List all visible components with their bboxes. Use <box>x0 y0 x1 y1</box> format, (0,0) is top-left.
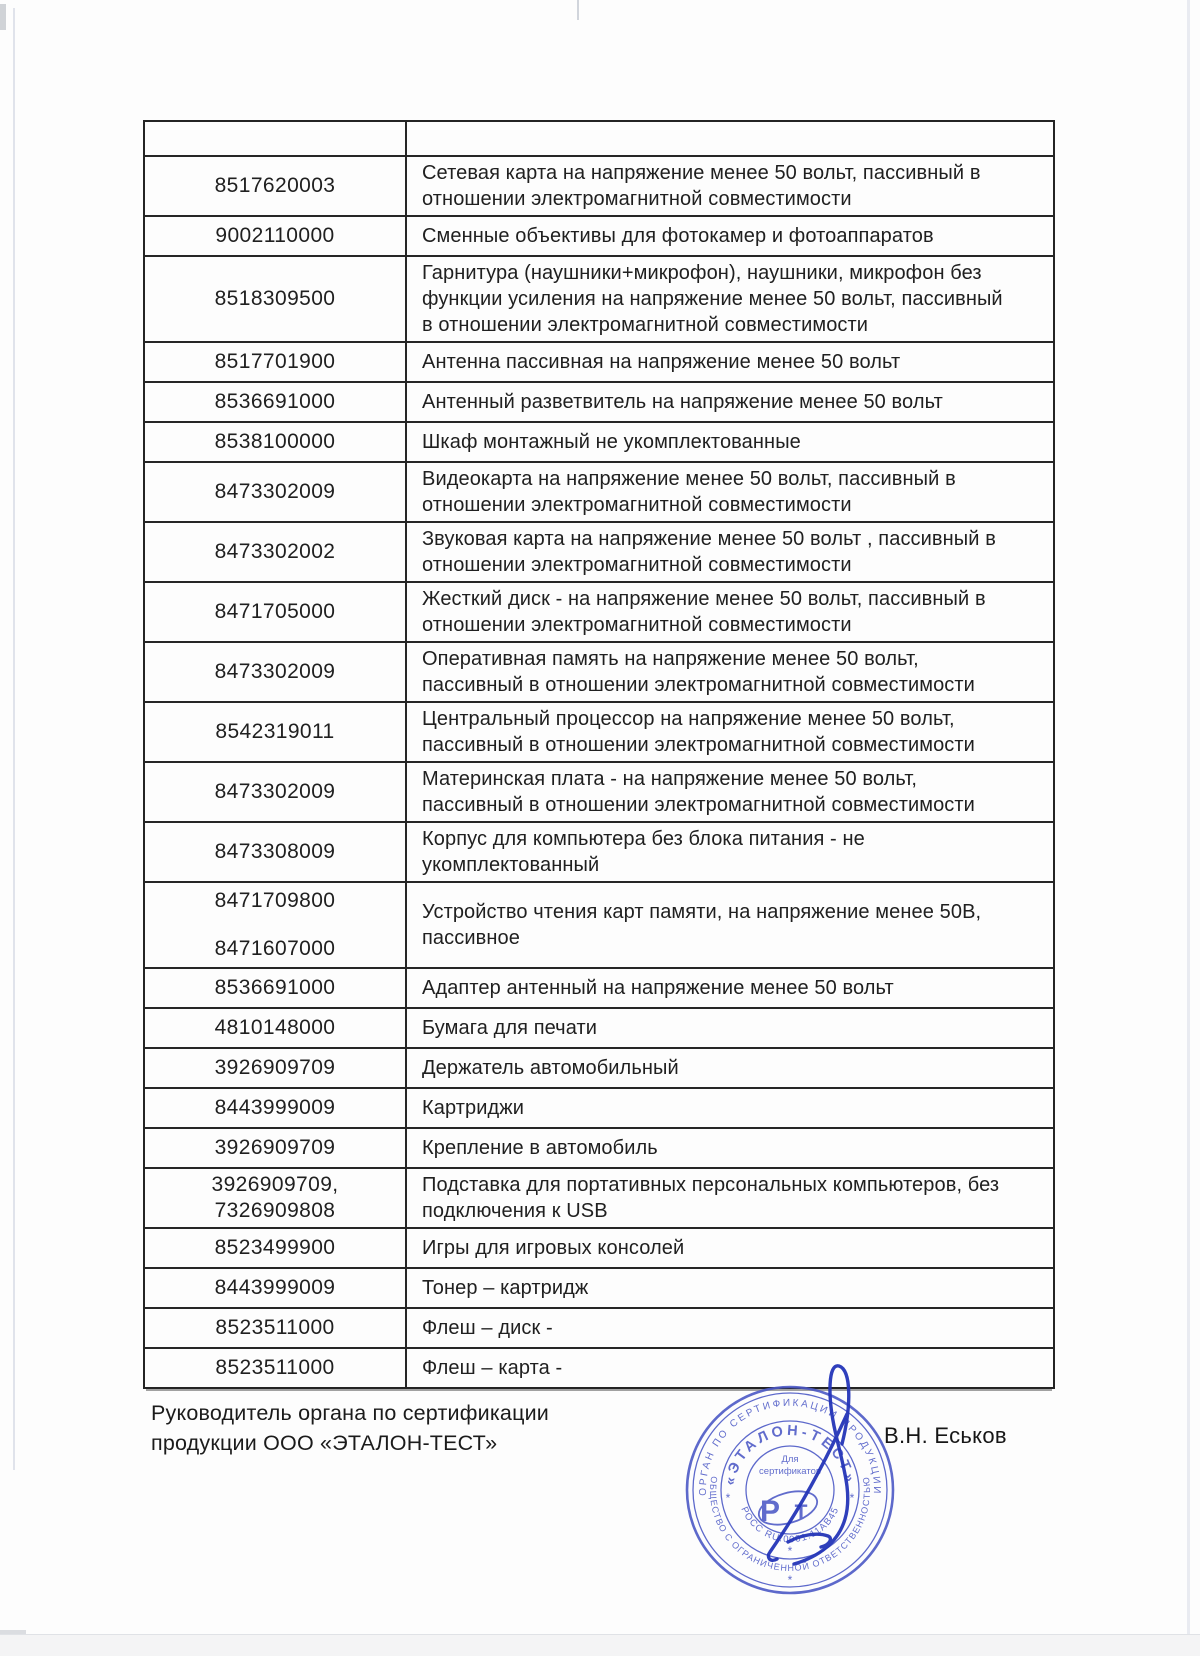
table-row <box>145 461 1053 521</box>
code-cell <box>145 643 407 701</box>
scan-edge-artifact <box>577 0 579 20</box>
code-cell <box>145 823 407 881</box>
header-description-cell <box>407 122 1053 155</box>
code-cell <box>145 883 407 967</box>
table-row <box>145 341 1053 381</box>
code-cell <box>145 1129 407 1167</box>
table-row <box>145 1347 1053 1387</box>
signatory-title <box>151 1398 549 1458</box>
code-cell <box>145 217 407 255</box>
description-text: Игры для игровых консолей <box>422 1237 685 1259</box>
code-value: 3926909709 <box>214 1136 336 1159</box>
header-code-cell <box>145 122 407 155</box>
certification-stamp <box>670 1356 910 1618</box>
description-cell <box>407 823 1053 881</box>
description-cell <box>407 1129 1053 1167</box>
code-value: 8517701900 <box>214 350 336 373</box>
code-value: 8517620003 <box>214 174 336 197</box>
product-codes-table <box>143 120 1055 1389</box>
code-value: 8471705000 <box>214 600 336 623</box>
description-text: Крепление в автомобиль <box>422 1137 658 1159</box>
description-cell <box>407 1089 1053 1127</box>
description-cell <box>407 969 1053 1007</box>
code-value: 8473302009 <box>214 780 336 803</box>
stamp-star: * <box>725 1491 731 1505</box>
code-value: 8473302009 <box>214 660 336 683</box>
stamp-inner-text-line2: сертификатов <box>759 1466 821 1477</box>
table-row <box>145 641 1053 701</box>
code-value: 7326909808 <box>214 1199 336 1222</box>
table-row <box>145 1127 1053 1167</box>
code-cell <box>145 1269 407 1307</box>
code-cell <box>145 463 407 521</box>
code-value: 8536691000 <box>214 976 336 999</box>
table-row <box>145 521 1053 581</box>
description-text: Корпус для компьютера без блока питания - не укомплектованный <box>422 828 865 876</box>
description-text: Подставка для портативных персональных компьютеров, без подключения к USB <box>422 1174 1000 1222</box>
code-value: 8523499900 <box>214 1236 336 1259</box>
stamp-star: * <box>849 1491 855 1505</box>
code-value: 8473302002 <box>214 540 336 563</box>
table-row <box>145 701 1053 761</box>
description-text: Сменные объективы для фотокамер и фотоаппаратов <box>422 225 934 247</box>
code-value: 8523511000 <box>215 1316 335 1339</box>
description-cell <box>407 1269 1053 1307</box>
code-value: 8473302009 <box>214 480 336 503</box>
stamp-band-top-text: «ЭТАЛОН-ТЕСТ» <box>722 1422 858 1487</box>
code-value: 8471709800 <box>214 889 336 912</box>
description-text: Гарнитура (наушники+микрофон), наушники, микрофон без функции усиления на напряжение менее 50 вольт, пассивный в отношении электромагнитной совместимости <box>422 262 1003 336</box>
description-text: Звуковая карта на напряжение менее 50 вольт , пассивный в отношении электромагнитной совместимости <box>422 528 996 576</box>
code-cell <box>145 343 407 381</box>
table-header-row <box>145 122 1053 155</box>
description-cell <box>407 883 1053 967</box>
table-row <box>145 881 1053 967</box>
description-text: Центральный процессор на напряжение менее 50 вольт, пассивный в отношении электромагнитной совместимости <box>422 708 975 756</box>
table-row <box>145 1267 1053 1307</box>
code-value: 8538100000 <box>214 430 336 453</box>
table-row <box>145 1167 1053 1227</box>
stamp-outer-ring-bottom-text: ОБЩЕСТВО С ОГРАНИЧЕННОЙ ОТВЕТСТВЕННОСТЬЮ <box>707 1475 873 1574</box>
description-cell <box>407 463 1053 521</box>
table-row <box>145 421 1053 461</box>
description-text: Антенна пассивная на напряжение менее 50 вольт <box>422 351 901 373</box>
description-cell <box>407 157 1053 215</box>
code-cell <box>145 1049 407 1087</box>
code-cell <box>145 583 407 641</box>
code-cell <box>145 1229 407 1267</box>
description-text: Шкаф монтажный не укомплектованные <box>422 431 801 453</box>
rst-logo-letter-t: Т <box>794 1501 808 1524</box>
description-text: Флеш – карта - <box>422 1357 563 1379</box>
table-row <box>145 1007 1053 1047</box>
description-cell <box>407 1169 1053 1227</box>
code-cell <box>145 1169 407 1227</box>
stamp-outer-ring-top-text: ОРГАН ПО СЕРТИФИКАЦИИ ПРОДУКЦИИ <box>697 1397 883 1496</box>
code-cell <box>145 1309 407 1347</box>
description-text: Флеш – диск - <box>422 1317 553 1339</box>
description-cell <box>407 423 1053 461</box>
description-cell <box>407 583 1053 641</box>
description-text: Видеокарта на напряжение менее 50 вольт, пассивный в отношении электромагнитной совместимости <box>422 468 956 516</box>
code-cell <box>145 383 407 421</box>
table-row <box>145 967 1053 1007</box>
stamp-band-bottom-text: РОСС RU.0001.11АВ45 <box>738 1505 842 1546</box>
description-text: Тонер – картридж <box>422 1277 589 1299</box>
description-cell <box>407 523 1053 581</box>
signatory-name: В.Н. Еськов <box>884 1423 1007 1448</box>
code-cell <box>145 1349 407 1387</box>
code-value: 8471607000 <box>214 937 336 960</box>
table-row <box>145 1047 1053 1087</box>
table-body <box>145 155 1053 1387</box>
table-row <box>145 761 1053 821</box>
code-cell <box>145 523 407 581</box>
table-row <box>145 255 1053 341</box>
description-cell <box>407 1229 1053 1267</box>
code-value: 8473308009 <box>214 840 336 863</box>
table-row <box>145 821 1053 881</box>
code-value: 8443999009 <box>214 1096 336 1119</box>
description-text: Устройство чтения карт памяти, на напряжение менее 50В, пассивное <box>422 901 982 949</box>
description-text: Сетевая карта на напряжение менее 50 вольт, пассивный в отношении электромагнитной совместимости <box>422 162 981 210</box>
description-cell <box>407 1309 1053 1347</box>
table-row <box>145 1307 1053 1347</box>
table-row <box>145 155 1053 215</box>
description-text: Жесткий диск - на напряжение менее 50 вольт, пассивный в отношении электромагнитной совместимости <box>422 588 986 636</box>
description-cell <box>407 763 1053 821</box>
code-value: 8536691000 <box>214 390 336 413</box>
signatory-title-line1: Руководитель органа по сертификации <box>151 1401 550 1425</box>
code-cell <box>145 763 407 821</box>
description-cell <box>407 257 1053 341</box>
table-row <box>145 581 1053 641</box>
signatory-title-line2: продукции ООО «ЭТАЛОН-ТЕСТ» <box>151 1431 498 1455</box>
description-cell <box>407 343 1053 381</box>
code-value: 8443999009 <box>214 1276 336 1299</box>
stamp-star: * <box>787 1544 793 1558</box>
description-cell <box>407 217 1053 255</box>
scan-edge-artifact <box>13 8 15 1470</box>
code-value: 8518309500 <box>214 287 336 310</box>
code-value: 8542319011 <box>215 720 335 743</box>
scan-edge-artifact <box>0 4 6 30</box>
stamp-inner-text-line1: Для <box>781 1454 799 1465</box>
description-text: Материнская плата - на напряжение менее 50 вольт, пассивный в отношении электромагнитной совместимости <box>422 768 975 816</box>
table-row <box>145 1227 1053 1267</box>
rst-logo-letter-p: Р <box>759 1495 781 1528</box>
table-row <box>145 381 1053 421</box>
code-cell <box>145 969 407 1007</box>
description-cell <box>407 1009 1053 1047</box>
code-cell <box>145 703 407 761</box>
description-text: Держатель автомобильный <box>422 1057 679 1079</box>
description-text: Картриджи <box>422 1097 525 1119</box>
code-value: 4810148000 <box>214 1016 336 1039</box>
code-value: 9002110000 <box>215 224 335 247</box>
description-cell <box>407 383 1053 421</box>
description-text: Адаптер антенный на напряжение менее 50 вольт <box>422 977 894 999</box>
description-cell <box>407 1049 1053 1087</box>
description-text: Оперативная память на напряжение менее 50 вольт, пассивный в отношении электромагнитной совместимости <box>422 648 975 696</box>
code-value: 8523511000 <box>215 1356 335 1379</box>
table-row <box>145 1087 1053 1127</box>
code-value: 3926909709, <box>211 1173 339 1196</box>
table-row <box>145 215 1053 255</box>
scan-edge-artifact <box>0 1635 1200 1656</box>
description-text: Антенный разветвитель на напряжение менее 50 вольт <box>422 391 943 413</box>
code-cell <box>145 157 407 215</box>
description-cell <box>407 643 1053 701</box>
scan-edge-artifact <box>1187 0 1190 1656</box>
code-cell <box>145 257 407 341</box>
stamp-star: * <box>787 1573 793 1587</box>
code-cell <box>145 423 407 461</box>
description-text: Бумага для печати <box>422 1017 598 1039</box>
description-cell <box>407 703 1053 761</box>
code-cell <box>145 1009 407 1047</box>
code-value: 3926909709 <box>214 1056 336 1079</box>
code-cell <box>145 1089 407 1127</box>
